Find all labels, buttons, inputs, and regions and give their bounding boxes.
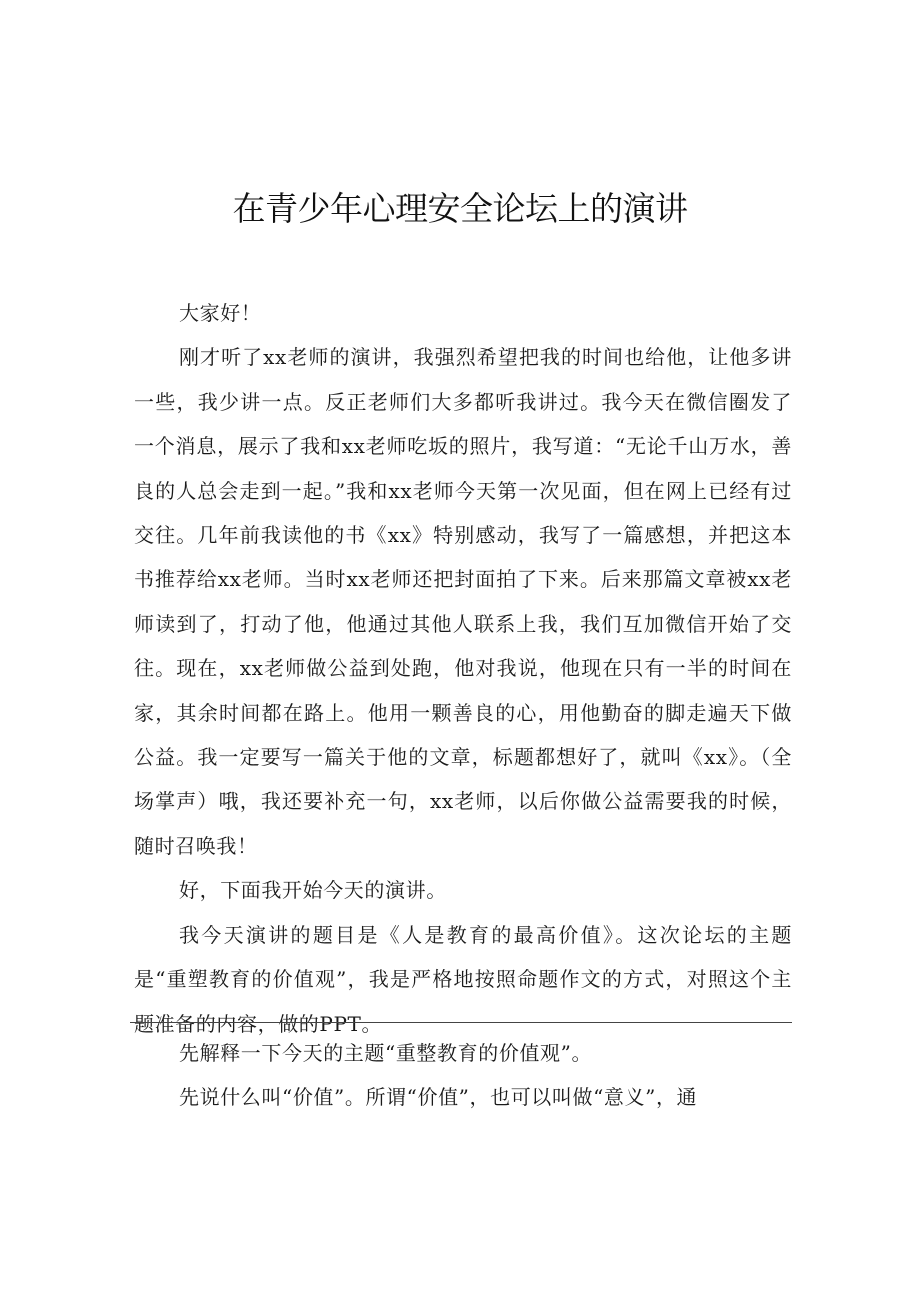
paragraph-topic: 我今天演讲的题目是《人是教育的最高价值》。这次论坛的主题是“重塑教育的价值观”，我是严格地按照命题作文的方式，对照这个主题准备的内容，做的PPT。 — [134, 922, 792, 1036]
paragraph-value-definition: 先说什么叫“价值”。所谓“价值”，也可以叫做“意义”，通 — [179, 1085, 698, 1110]
document-body — [134, 291, 792, 1046]
paragraph-transition: 好，下面我开始今天的演讲。 — [179, 878, 447, 903]
document-title: 在青少年心理安全论坛上的演讲 — [232, 189, 688, 228]
horizontal-divider — [130, 1022, 792, 1023]
paragraph-greeting: 大家好！ — [179, 301, 262, 325]
document-body-continued — [134, 1031, 792, 1120]
paragraph-theme-explanation: 先解释一下今天的主题“重整教育的价值观”。 — [179, 1041, 593, 1065]
paragraph-introduction: 刚才听了xx老师的演讲，我强烈希望把我的时间也给他，让他多讲一些，我少讲一点。反正老师们大多都听我讲过。我今天在微信圈发了一个消息，展示了我和xx老师吃坂的照片，我写道：“无论千山万水，善良的人总会走到一起。”我和xx老师今天第一次见面，但在网上已经有过交往。几年前我读他的书《xx》特别感动，我写了一篇感想，并把这本书推荐给xx老师。当时xx老师还把封面拍了下来。后来那篇文章被xx老师读到了，打动了他，他通过其他人联系上我，我们互加微信开始了交往。现在，xx老师做公益到处跑，他对我说，他现在只有一半的时间在家，其余时间都在路上。他用一颗善良的心，用他勤奋的脚走遍天下做公益。我一定要写一篇关于他的文章，标题都想好了，就叫《xx》。（全场掌声）哦，我还要补充一句，xx老师，以后你做公益需要我的时候，随时召唤我！ — [134, 345, 792, 858]
